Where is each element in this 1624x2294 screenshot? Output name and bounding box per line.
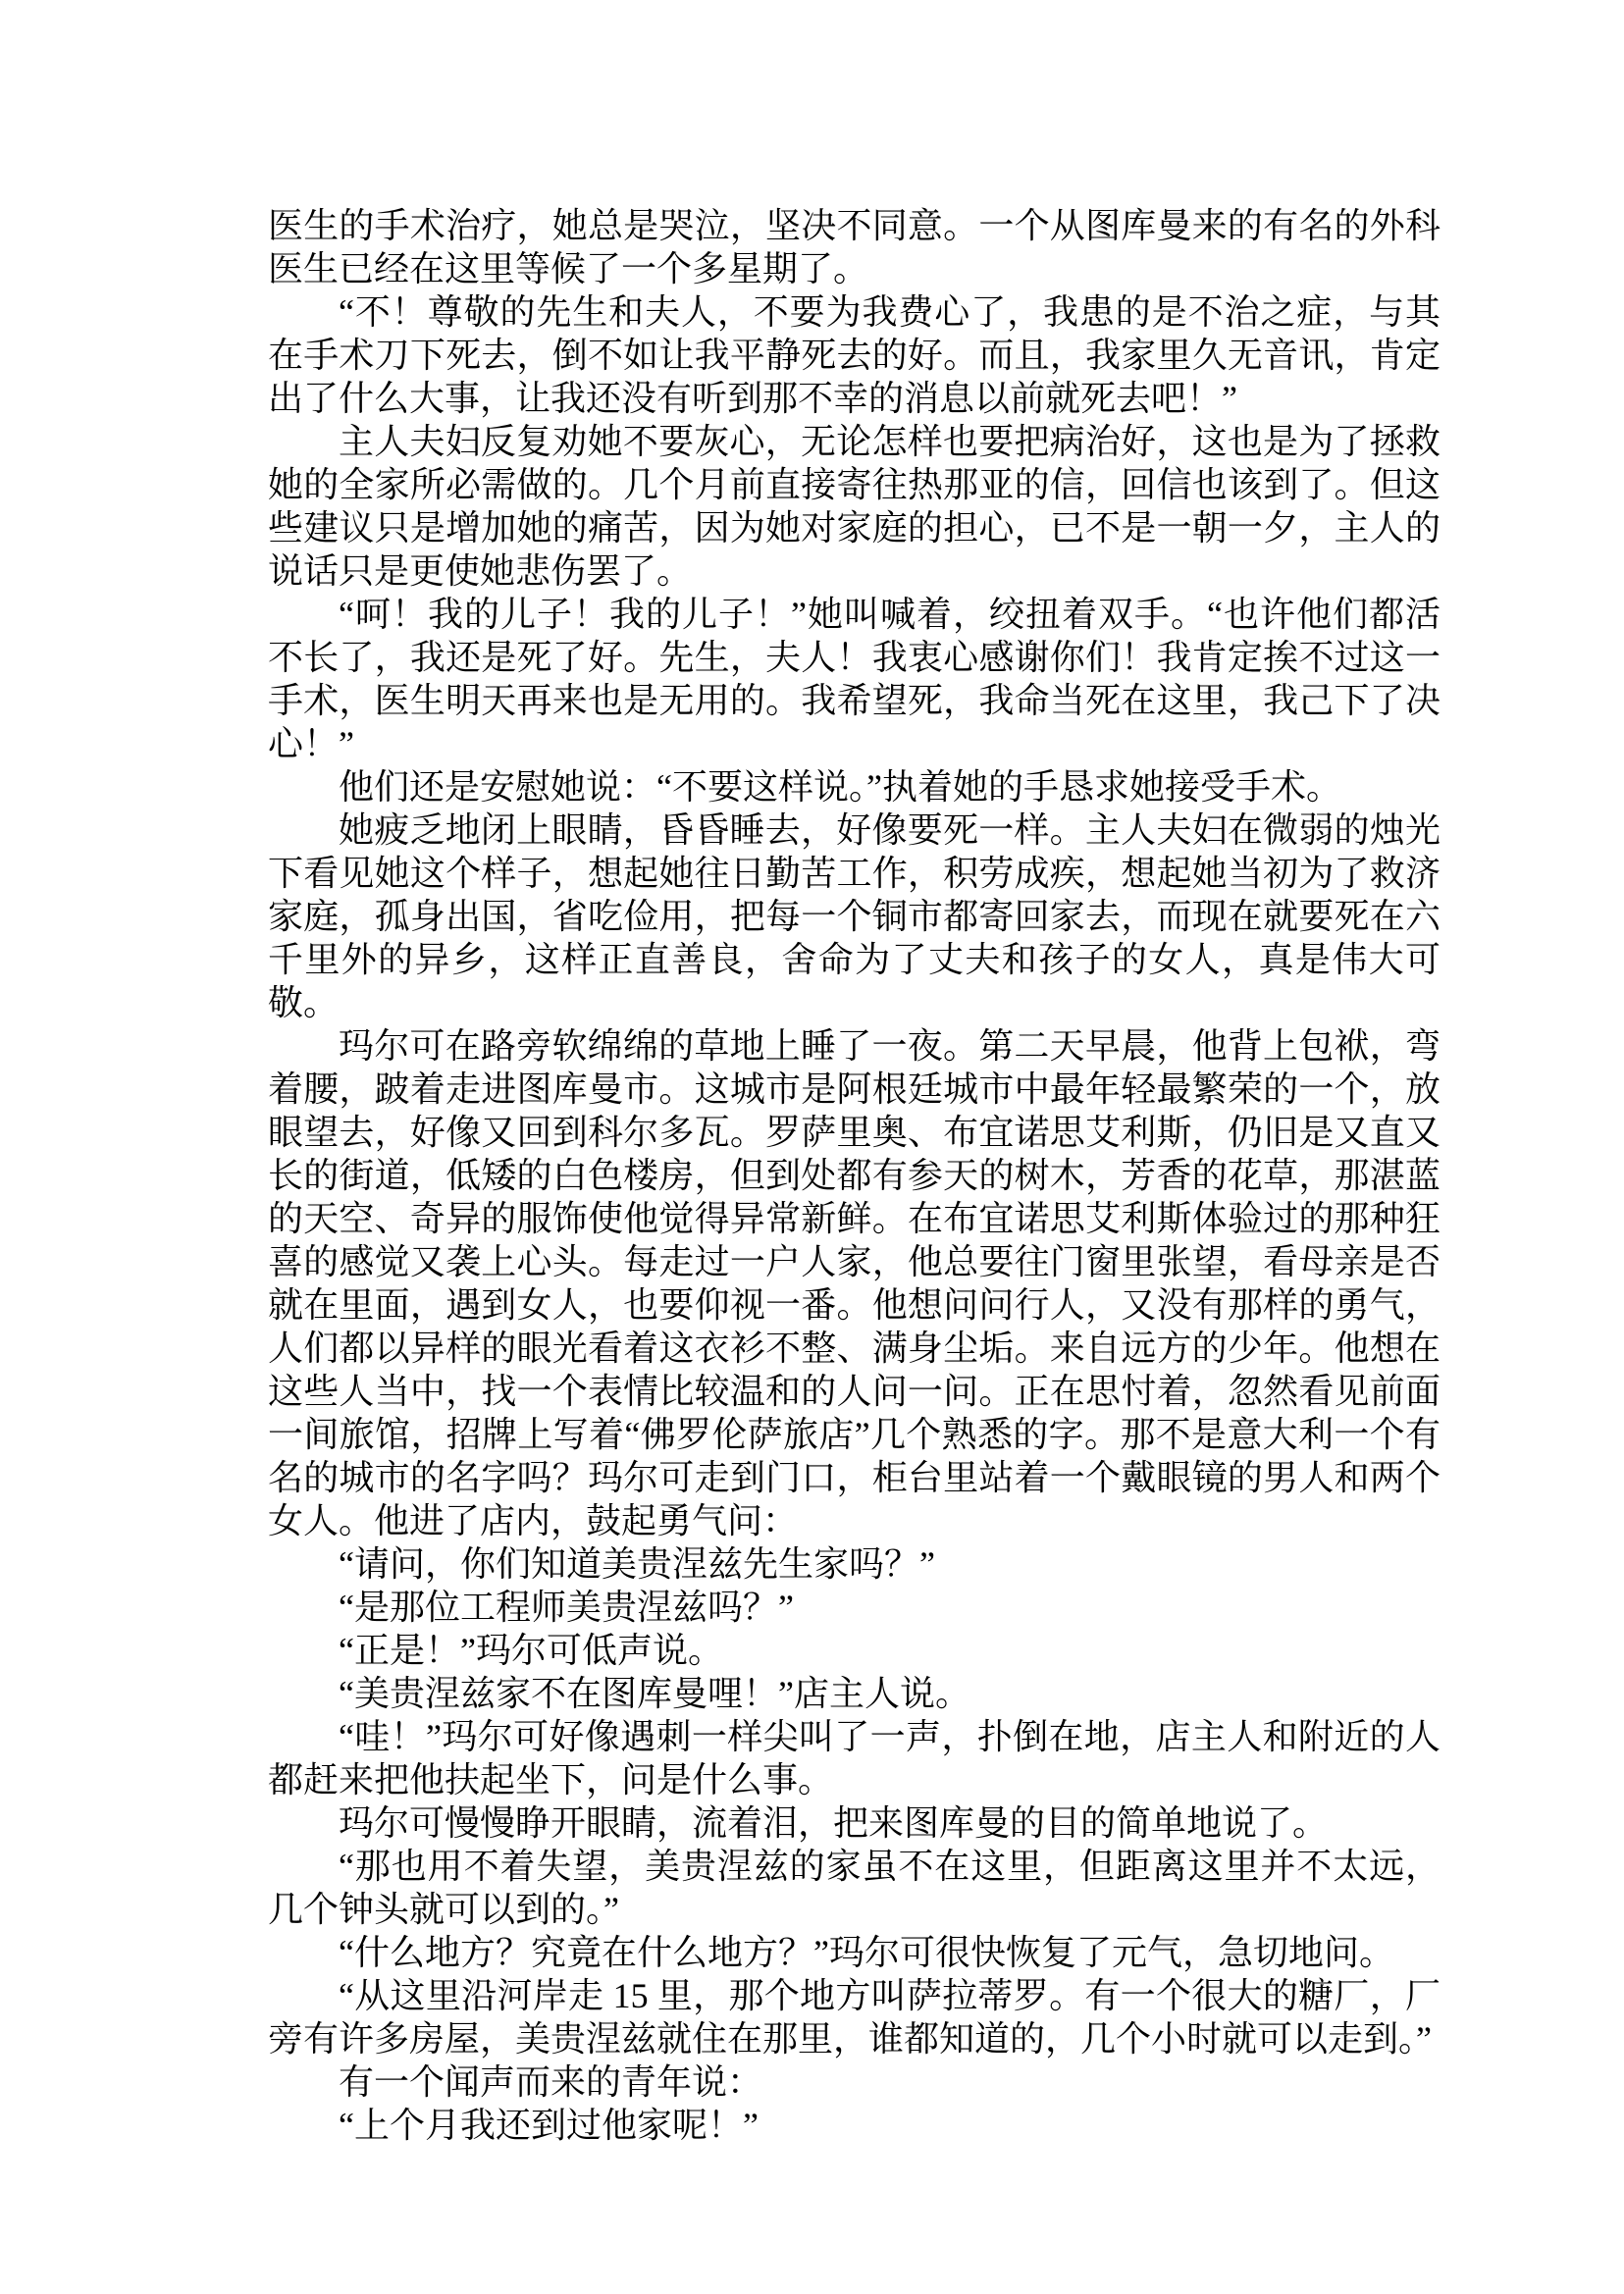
paragraph: “什么地方？究竟在什么地方？”玛尔可很快恢复了元气，急切地问。 <box>339 1933 1394 1972</box>
paragraph: “从这里沿河岸走 15 里，那个地方叫萨拉蒂罗。有一个很大的糖厂，厂旁有许多房屋，美贵涅兹就住在那里，谁都知道的，几个小时就可以走到。” <box>268 1976 1441 2059</box>
paragraph: 她疲乏地闭上眼睛，昏昏睡去，好像要死一样。主人夫妇在微弱的烛光下看见她这个样子，想起她往日勤苦工作，积劳成疾，想起她当初为了救济家庭，孤身出国，省吃俭用，把每一个铜市都寄回家去，而现在就要死在六千里外的异乡，这样正直善良，舍命为了丈夫和孩子的女人，真是伟大可敬。 <box>268 810 1441 1022</box>
paragraph: “请问，你们知道美贵涅兹先生家吗？” <box>339 1544 935 1584</box>
paragraph: 主人夫妇反复劝她不要灰心，无论怎样也要把病治好，这也是为了拯救她的全家所必需做的。几个月前直接寄往热那亚的信，回信也该到了。但这些建议只是增加她的痛苦，因为她对家庭的担心，已不是一朝一夕，主人的说话只是更使她悲伤罢了。 <box>268 422 1441 591</box>
paragraph: 有一个闻声而来的青年说： <box>339 2062 763 2102</box>
paragraph: “是那位工程师美贵涅兹吗？” <box>339 1588 794 1627</box>
paragraph: “上个月我还到过他家呢！” <box>339 2106 759 2145</box>
paragraph: “那也用不着失望，美贵涅兹的家虽不在这里，但距离这里并不太远，几个钟头就可以到的。” <box>268 1847 1441 1929</box>
paragraph: 他们还是安慰她说：“不要这样说。”执着她的手恳求她接受手术。 <box>339 767 1341 807</box>
paragraph: “不！尊敬的先生和夫人，不要为我费心了，我患的是不治之症，与其在手术刀下死去，倒不如让我平静死去的好。而且，我家里久无音讯，肯定出了什么大事，让我还没有听到那不幸的消息以前就死去吧！” <box>268 292 1441 418</box>
paragraph: “哇！”玛尔可好像遇刺一样尖叫了一声，扑倒在地，店主人和附近的人都赶来把他扶起坐下，问是什么事。 <box>268 1717 1441 1799</box>
paragraph: “正是！”玛尔可低声说。 <box>339 1631 723 1670</box>
paragraph: 医生的手术治疗，她总是哭泣，坚决不同意。一个从图库曼来的有名的外科医生已经在这里等候了一个多星期了。 <box>268 206 1441 288</box>
paragraph: “美贵涅兹家不在图库曼哩！”店主人说。 <box>339 1674 970 1713</box>
paragraph: 玛尔可慢慢睁开眼睛，流着泪，把来图库曼的目的简单地说了。 <box>339 1803 1329 1843</box>
paragraph: 玛尔可在路旁软绵绵的草地上睡了一夜。第二天早晨，他背上包袱，弯着腰，跛着走进图库曼市。这城市是阿根廷城市中最年轻最繁荣的一个，放眼望去，好像又回到科尔多瓦。罗萨里奥、布宜诺思艾利斯，仍旧是又直又长的街道，低矮的白色楼房，但到处都有参天的树木，芳香的花草，那湛蓝的天空、奇异的服饰使他觉得异常新鲜。在布宜诺思艾利斯体验过的那种狂喜的感觉又袭上心头。每走过一户人家，他总要往门窗里张望，看母亲是否就在里面，遇到女人，也要仰视一番。他想问问行人，又没有那样的勇气，人们都以异样的眼光看着这衣衫不整、满身尘垢。来自远方的少年。他想在这些人当中，找一个表情比较温和的人问一问。正在思忖着，忽然看见前面一间旅馆，招牌上写着“佛罗伦萨旅店”几个熟悉的字。那不是意大利一个有名的城市的名字吗？玛尔可走到门口，柜台里站着一个戴眼镜的男人和两个女人。他进了店内，鼓起勇气问： <box>268 1026 1441 1540</box>
text-block <box>268 204 1441 2147</box>
paragraph: “呵！我的儿子！我的儿子！”她叫喊着，绞扭着双手。“也许他们都活不长了，我还是死了好。先生，夫人！我衷心感谢你们！我肯定挨不过这一手术，医生明天再来也是无用的。我希望死，我命当死在这里，我己下了决心！” <box>268 595 1441 763</box>
